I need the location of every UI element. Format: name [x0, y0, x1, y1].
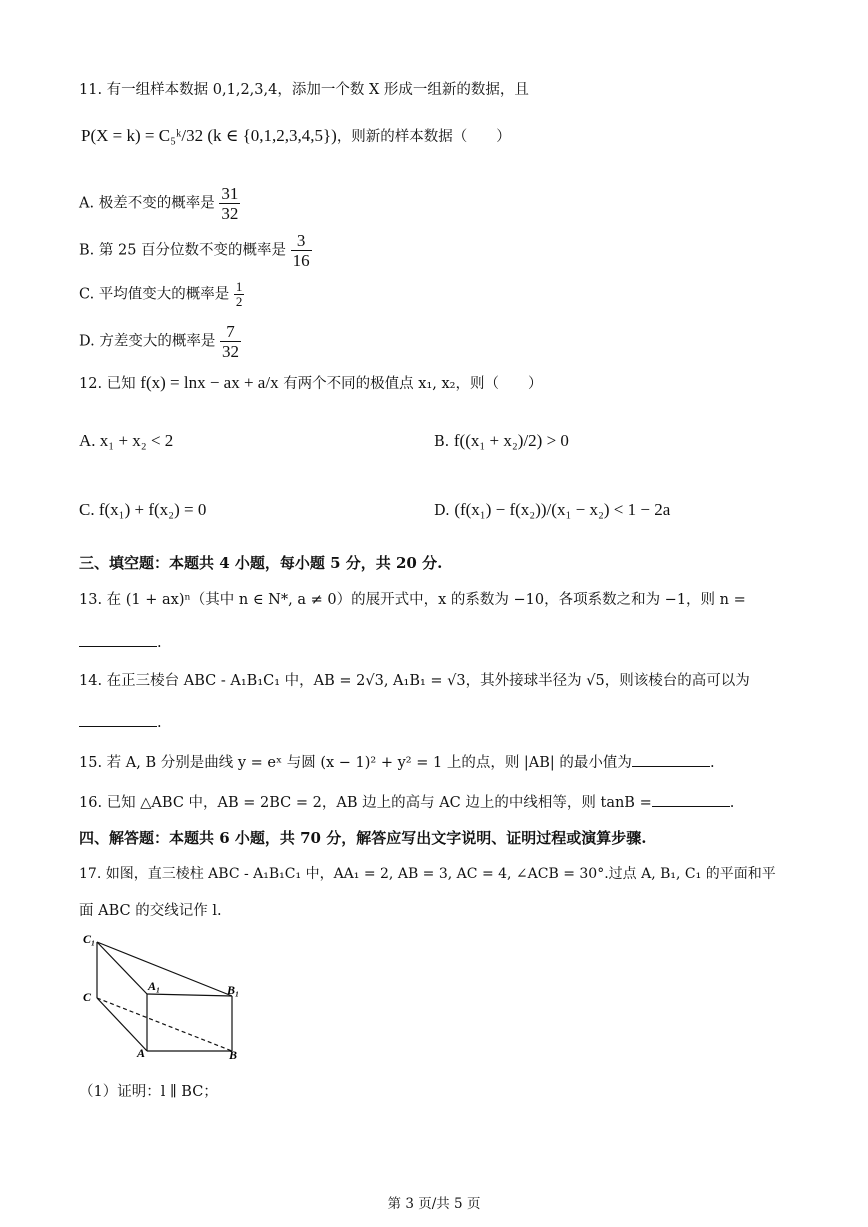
period: . — [709, 755, 715, 771]
q17-part1: （1）证明：l ∥ BC； — [79, 1084, 218, 1100]
q12-option-d[interactable] — [434, 500, 670, 521]
q12-option-d-formula: (f(x₁) − f(x₂))/(x₁ − x₂) < 1 − 2a — [454, 500, 671, 519]
fraction: $\frac{3}{16}$ — [292, 231, 310, 270]
option-label: C. 平均值变大的概率是 — [79, 286, 230, 303]
q12-option-b-formula: f((x₁ + x₂)/2) > 0 — [453, 431, 569, 450]
blank-line[interactable] — [79, 632, 157, 647]
option-label: A. 极差不变的概率是 — [79, 195, 215, 212]
q15-answer-blank[interactable] — [632, 752, 710, 767]
q15-text: 15. 若 A, B 分别是曲线 y = eˣ 与圆 (x − 1)² + y² = 1 上的点，则 |AB| 的最小值为 — [79, 755, 632, 771]
q11-stem: 11. 有一组样本数据 0,1,2,3,4，添加一个数 X 形成一组新的数据，且 — [79, 82, 529, 98]
page-footer: 第 3 页/共 5 页 — [387, 1196, 481, 1212]
q11-formula-line — [81, 126, 511, 147]
q15-stem — [79, 752, 715, 773]
period: . — [729, 795, 735, 811]
q16-answer-blank[interactable] — [652, 792, 730, 807]
prism-figure — [75, 928, 255, 1068]
period: . — [157, 635, 162, 651]
period: . — [157, 715, 162, 731]
label-B: B — [229, 1048, 238, 1062]
q13-stem: 13. 在 (1 + ax)ⁿ（其中 n ∈ N*, a ≠ 0）的展开式中，x 的系数为 −10，各项系数之和为 −1，则 n = — [79, 592, 746, 608]
q13-answer-blank[interactable] — [79, 632, 162, 653]
q11-option-a[interactable] — [79, 184, 240, 223]
q14-answer-blank[interactable] — [79, 712, 162, 733]
q12-prefix: 12. 已知 — [79, 376, 136, 392]
q11-option-c[interactable] — [79, 280, 244, 309]
q17-stem-line2: 面 ABC 的交线记作 l. — [79, 903, 222, 919]
q12-option-b[interactable] — [434, 431, 569, 452]
option-label: D. — [434, 503, 450, 519]
label-C: C — [83, 990, 92, 1004]
q12-stem — [79, 373, 543, 394]
q12-option-c[interactable]: C. f(x₁) + f(x₂) = 0 — [79, 500, 207, 519]
q11-option-b[interactable] — [79, 231, 312, 270]
option-label: D. 方差变大的概率是 — [79, 333, 216, 350]
label-B1: B₁ — [227, 983, 240, 997]
q16-stem — [79, 792, 734, 813]
q11-probability-formula: P(X = k) = C₅ᵏ/32 (k ∈ {0,1,2,3,4,5}) — [81, 126, 337, 145]
fraction: $\frac{7}{32}$ — [221, 322, 239, 361]
q12-option-a[interactable]: A. x₁ + x₂ < 2 — [79, 431, 174, 450]
q12-suffix: 有两个不同的极值点 x₁, x₂，则（ ） — [283, 376, 543, 392]
q11-stem-tail: ，则新的样本数据（ ） — [336, 129, 511, 145]
q17-stem-line1: 17. 如图，直三棱柱 ABC - A₁B₁C₁ 中，AA₁ = 2, AB = 3, AC = 4, ∠ACB = 30°.过点 A, B₁, C₁ 的平面和平 — [79, 866, 776, 882]
q11-option-d[interactable] — [79, 322, 241, 361]
section-4-heading: 四、解答题：本题共 6 小题，共 70 分，解答应写出文字说明、证明过程或演算步骤. — [79, 829, 647, 847]
option-label: B. 第 25 百分位数不变的概率是 — [79, 242, 287, 259]
label-A1: A₁ — [148, 979, 161, 993]
section-3-heading: 三、填空题：本题共 4 小题，每小题 5 分，共 20 分. — [79, 554, 443, 572]
q16-text: 16. 已知 △ABC 中，AB = 2BC = 2，AB 边上的高与 AC 边上的中线相等，则 tanB = — [79, 795, 652, 811]
q12-function-formula: f(x) = lnx − ax + a/x — [140, 373, 279, 392]
fraction: $\frac{31}{32}$ — [221, 184, 239, 223]
option-label: B. — [434, 434, 450, 450]
label-C1: C₁ — [83, 932, 96, 946]
fraction: $\frac{1}{2}$ — [235, 279, 243, 309]
label-A: A — [137, 1046, 146, 1060]
blank-line[interactable] — [79, 712, 157, 727]
q14-stem: 14. 在正三棱台 ABC - A₁B₁C₁ 中，AB = 2√3, A₁B₁ = √3，其外接球半径为 √5，则该棱台的高可以为 — [79, 673, 750, 689]
